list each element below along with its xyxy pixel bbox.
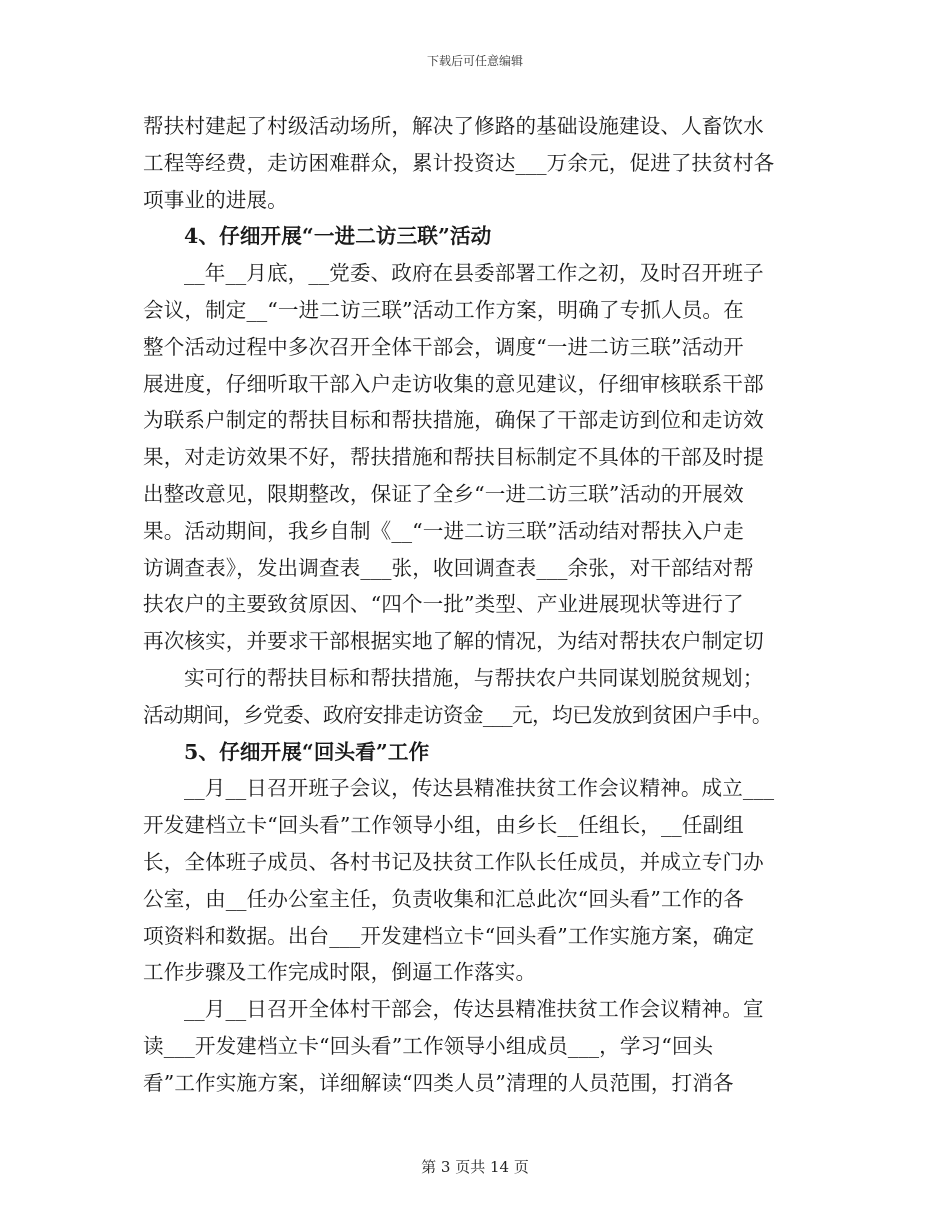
page-footer: 第 3 页共 14 页 xyxy=(421,1158,529,1176)
body-line: 再次核实，并要求干部根据实地了解的情况，为结对帮扶农户制定切 xyxy=(143,629,764,654)
body-line: 果。活动期间，我乡自制《__“一进二访三联”活动结对帮扶入户走 xyxy=(143,518,744,543)
body-line: 整个活动过程中多次召开全体干部会，调度“一进二访三联”活动开 xyxy=(143,334,744,359)
body-line: 读___开发建档立卡“回头看”工作领导小组成员___，学习“回头 xyxy=(143,1033,714,1058)
body-line: __年__月底，__党委、政府在县委部署工作之初，及时召开班子 xyxy=(184,261,764,286)
body-line: 展进度，仔细听取干部入户走访收集的意见建议，仔细审核联系干部 xyxy=(143,371,764,396)
body-line: 活动期间，乡党委、政府安排走访资金___元，均已发放到贫困户手中。 xyxy=(143,702,772,727)
body-line: 会议，制定__“一进二访三联”活动工作方案，明确了专抓人员。在 xyxy=(143,297,744,322)
body-line: 工作步骤及工作完成时限，倒逼工作落实。 xyxy=(143,960,537,985)
body-line: 公室，由__任办公室主任，负责收集和汇总此次“回头看”工作的各 xyxy=(143,886,744,911)
body-line: 实可行的帮扶目标和帮扶措施，与帮扶农户共同谋划脱贫规划； xyxy=(184,665,764,690)
page-header: 下载后可任意编辑 xyxy=(426,54,523,68)
body-line: 扶农户的主要致贫原因、“四个一批”类型、产业进展现状等进行了 xyxy=(143,592,744,617)
body-line: 帮扶村建起了村级活动场所，解决了修路的基础设施建设、人畜饮水 xyxy=(143,114,764,138)
body-line: 工程等经费，走访困难群众，累计投资达___万余元，促进了扶贫村各 xyxy=(143,150,775,175)
document-body xyxy=(143,108,808,1102)
section-heading-5: 5、仔细开展“回头看”工作 xyxy=(184,739,430,764)
body-line: 出整改意见，限期整改，保证了全乡“一进二访三联”活动的开展效 xyxy=(143,481,744,506)
body-line: __月__日召开班子会议，传达县精准扶贫工作会议精神。成立___ xyxy=(184,776,775,801)
body-line: 开发建档立卡“回头看”工作领导小组，由乡长__任组长，__任副组 xyxy=(143,813,744,838)
body-line: 果，对走访效果不好，帮扶措施和帮扶目标制定不具体的干部及时提 xyxy=(143,445,764,470)
body-line: 看”工作实施方案，详细解读“四类人员”清理的人员范围，打消各 xyxy=(143,1070,734,1095)
body-line: 访调查表》，发出调查表___张，收回调查表___余张，对干部结对帮 xyxy=(143,555,754,580)
body-line: 为联系户制定的帮扶目标和帮扶措施，确保了干部走访到位和走访效 xyxy=(143,408,764,433)
body-line: 项资料和数据。出台___开发建档立卡“回头看”工作实施方案，确定 xyxy=(143,923,755,948)
section-heading-4: 4、仔细开展“一进二访三联”活动 xyxy=(184,224,492,249)
body-line: __月__日召开全体村干部会，传达县精准扶贫工作会议精神。宣 xyxy=(184,997,764,1022)
body-line: 项事业的进展。 xyxy=(143,187,288,212)
body-line: 长，全体班子成员、各村书记及扶贫工作队长任成员，并成立专门办 xyxy=(143,849,764,874)
